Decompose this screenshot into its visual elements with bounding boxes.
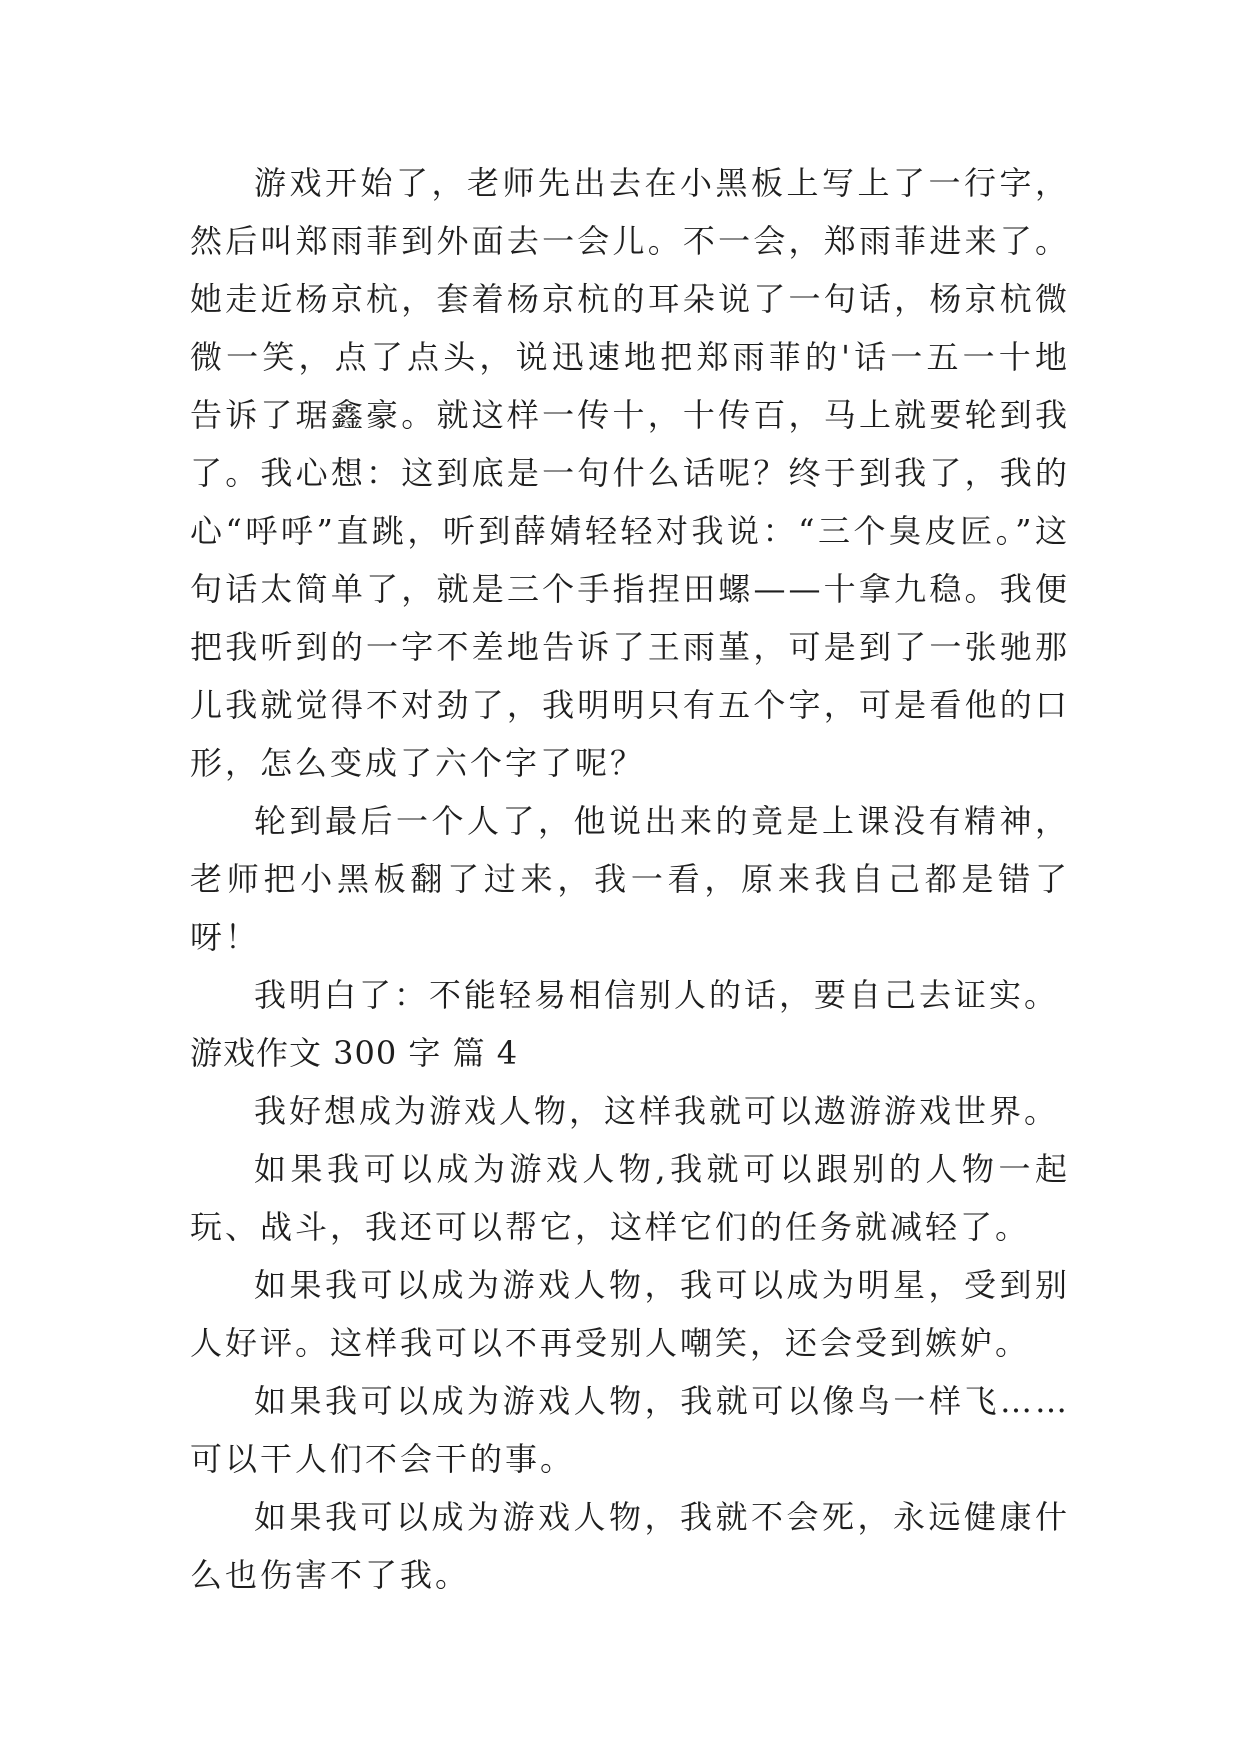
document-page: [190, 154, 1070, 1604]
paragraph-game-story: 游戏开始了，老师先出去在小黑板上写上了一行字，然后叫郑雨菲到外面去一会儿。不一会，郑雨菲进来了。她走近杨京杭，套着杨京杭的耳朵说了一句话，杨京杭微微一笑，点了点头，说迅速地把郑雨菲的'话一五一十地告诉了琚鑫豪。就这样一传十，十传百，马上就要轮到我了。我心想：这到底是一句什么话呢？终于到我了，我的心“呼呼”直跳，听到薛婧轻轻对我说：“三个臭皮匠。”这句话太简单了，就是三个手指捏田螺——十拿九稳。我便把我听到的一字不差地告诉了王雨堇，可是到了一张驰那儿我就觉得不对劲了，我明明只有五个字，可是看他的口形，怎么变成了六个字了呢？: [190, 164, 1070, 782]
paragraph-wish-fly: 如果我可以成为游戏人物，我就可以像鸟一样飞……可以干人们不会干的事。: [190, 1382, 1070, 1478]
paragraph-wish-star: 如果我可以成为游戏人物，我可以成为明星，受到别人好评。这样我可以不再受别人嘲笑，还会受到嫉妒。: [190, 1266, 1070, 1362]
section-heading: 游戏作文 300 字 篇 4: [190, 1034, 519, 1072]
paragraph-wish-play: 如果我可以成为游戏人物,我就可以跟别的人物一起玩、战斗，我还可以帮它，这样它们的任务就减轻了。: [190, 1150, 1070, 1246]
paragraph-conclusion: 我明白了：不能轻易相信别人的话，要自己去证实。: [254, 976, 1060, 1014]
paragraph-last-person: 轮到最后一个人了，他说出来的竟是上课没有精神，老师把小黑板翻了过来，我一看，原来我自己都是错了呀！: [190, 802, 1070, 956]
paragraph-wish-immortal: 如果我可以成为游戏人物，我就不会死，永远健康什么也伤害不了我。: [190, 1498, 1070, 1594]
paragraph-wish-intro: 我好想成为游戏人物，这样我就可以遨游游戏世界。: [254, 1092, 1060, 1130]
